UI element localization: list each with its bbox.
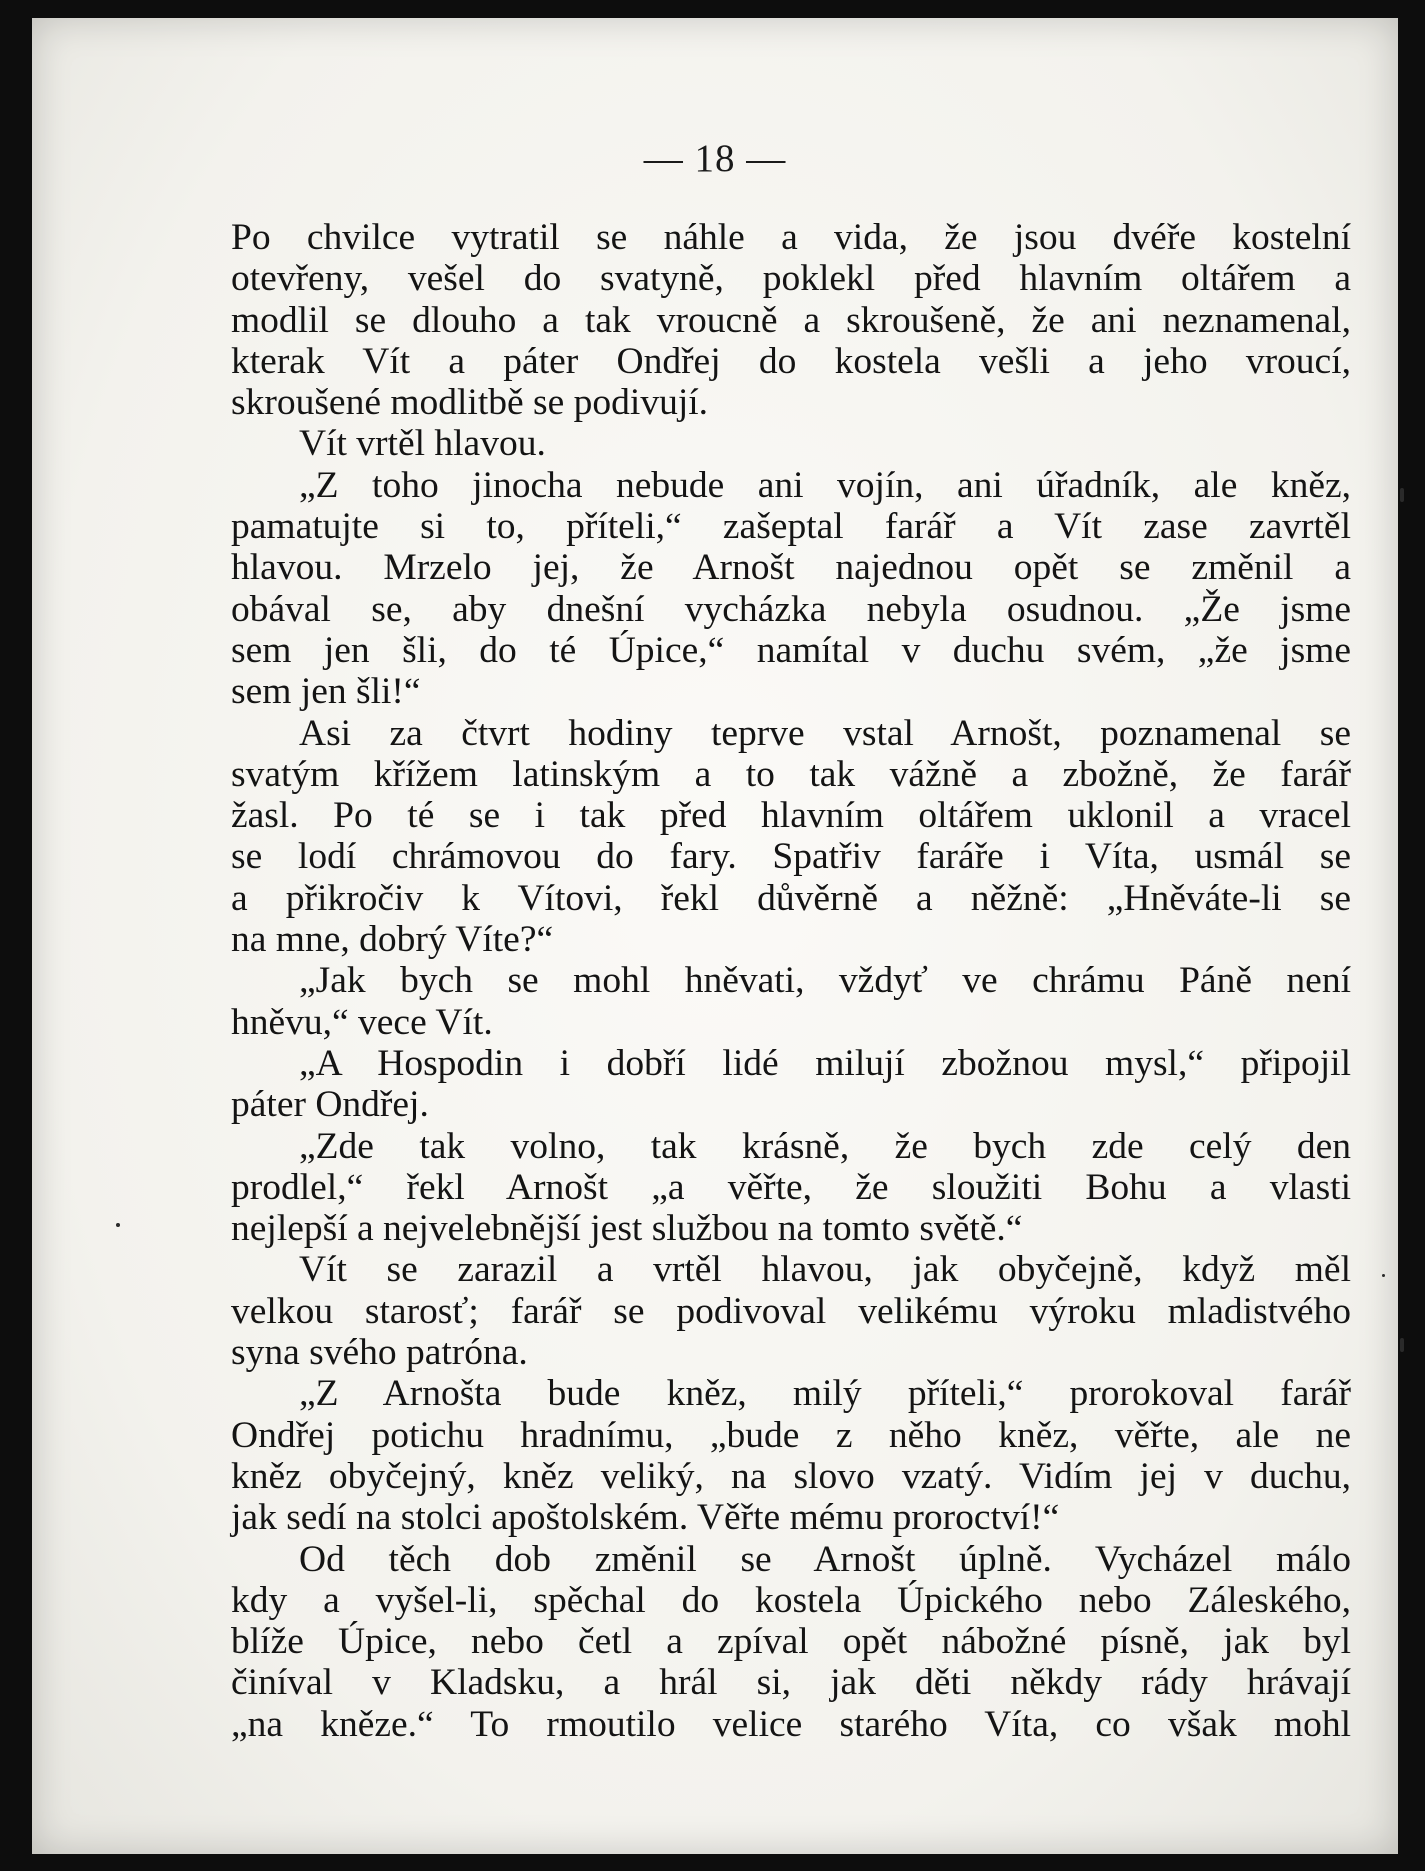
text-line: pamatujte si to, příteli,“ zašeptal farář a Vít zase zavrtěl	[231, 506, 1351, 548]
text-line: blíže Úpice, nebo četl a zpíval opět nábožné písně, jak byl	[231, 1621, 1351, 1663]
text-line: se lodí chrámovou do fary. Spatřiv faráře i Víta, usmál se	[231, 836, 1351, 878]
text-line: činíval v Kladsku, a hrál si, jak děti někdy rády hrávají	[231, 1662, 1351, 1704]
text-line: „Zde tak volno, tak krásně, že bych zde celý den	[299, 1125, 1351, 1167]
text-line: hněvu,“ vece Vít.	[231, 1001, 493, 1043]
text-line: nejlepší a nejvelebnější jest službou na tomto světě.“	[231, 1208, 1023, 1250]
scan-speck	[1382, 1274, 1385, 1277]
text-line: „A Hospodin i dobří lidé milují zbožnou mysl,“ připojil	[299, 1042, 1351, 1084]
text-line: „Z toho jinocha nebude ani vojín, ani úřadník, ale kněz,	[299, 464, 1351, 506]
text-line: a přikročiv k Vítovi, řekl důvěrně a něžně: „Hněváte-li se	[231, 877, 1351, 919]
text-line: svatým křížem latinským a to tak vážně a zbožně, že farář	[231, 753, 1351, 795]
text-line: kněz obyčejný, kněz veliký, na slovo vzatý. Vidím jej v duchu,	[231, 1455, 1351, 1497]
text-line: Asi za čtvrt hodiny teprve vstal Arnošt, poznamenal se	[299, 712, 1351, 754]
scan-speck	[1400, 488, 1404, 502]
text-line: jak sedí na stolci apoštolském. Věřte mému proroctví!“	[231, 1497, 1060, 1539]
text-line: velkou starosť; farář se podivoval velikému výroku mladistvého	[231, 1290, 1351, 1332]
text-line: „Z Arnošta bude kněz, milý příteli,“ prorokoval farář	[299, 1373, 1351, 1415]
text-line: sem jen šli!“	[231, 671, 421, 713]
text-line: syna svého patróna.	[231, 1332, 528, 1374]
text-line: Vít se zarazil a vrtěl hlavou, jak obyčejně, když měl	[299, 1249, 1351, 1291]
text-line: Od těch dob změnil se Arnošt úplně. Vycházel málo	[299, 1538, 1351, 1580]
text-line: Vít vrtěl hlavou.	[299, 423, 546, 465]
body-text	[231, 217, 1351, 1745]
text-line: sem jen šli, do té Úpice,“ namítal v duchu svém, „že jsme	[231, 629, 1351, 671]
text-line: „Jak bych se mohl hněvati, vždyť ve chrámu Páně není	[299, 960, 1351, 1002]
text-line: páter Ondřej.	[231, 1084, 429, 1126]
text-line: „na kněze.“ To rmoutilo velice starého Víta, co však mohl	[231, 1703, 1351, 1745]
text-line: prodlel,“ řekl Arnošt „a věřte, že sloužiti Bohu a vlasti	[231, 1166, 1351, 1208]
text-line: otevřeny, vešel do svatyně, poklekl před hlavním oltářem a	[231, 258, 1351, 300]
text-line: na mne, dobrý Víte?“	[231, 919, 554, 961]
text-line: Po chvilce vytratil se náhle a vida, že jsou dvéře kostelní	[231, 217, 1351, 258]
text-line: obával se, aby dnešní vycházka nebyla osudnou. „Že jsme	[231, 588, 1351, 630]
text-line: modlil se dlouho a tak vroucně a skroušeně, že ani neznamenal,	[231, 299, 1351, 341]
page-number: — 18 —	[643, 137, 787, 180]
scan-speck	[1400, 1338, 1404, 1352]
text-line: kdy a vyšel-li, spěchal do kostela Úpického nebo Záleského,	[231, 1579, 1351, 1621]
text-line: kterak Vít a páter Ondřej do kostela vešli a jeho vroucí,	[231, 340, 1351, 382]
text-line: žasl. Po té se i tak před hlavním oltářem uklonil a vracel	[231, 795, 1351, 837]
book-page	[32, 18, 1398, 1854]
text-line: skroušené modlitbě se podivují.	[231, 382, 709, 424]
text-line: Ondřej potichu hradnímu, „bude z něho kněz, věřte, ale ne	[231, 1414, 1351, 1456]
text-line: hlavou. Mrzelo jej, že Arnošt najednou opět se změnil a	[231, 547, 1351, 589]
scan-speck	[116, 1223, 120, 1227]
